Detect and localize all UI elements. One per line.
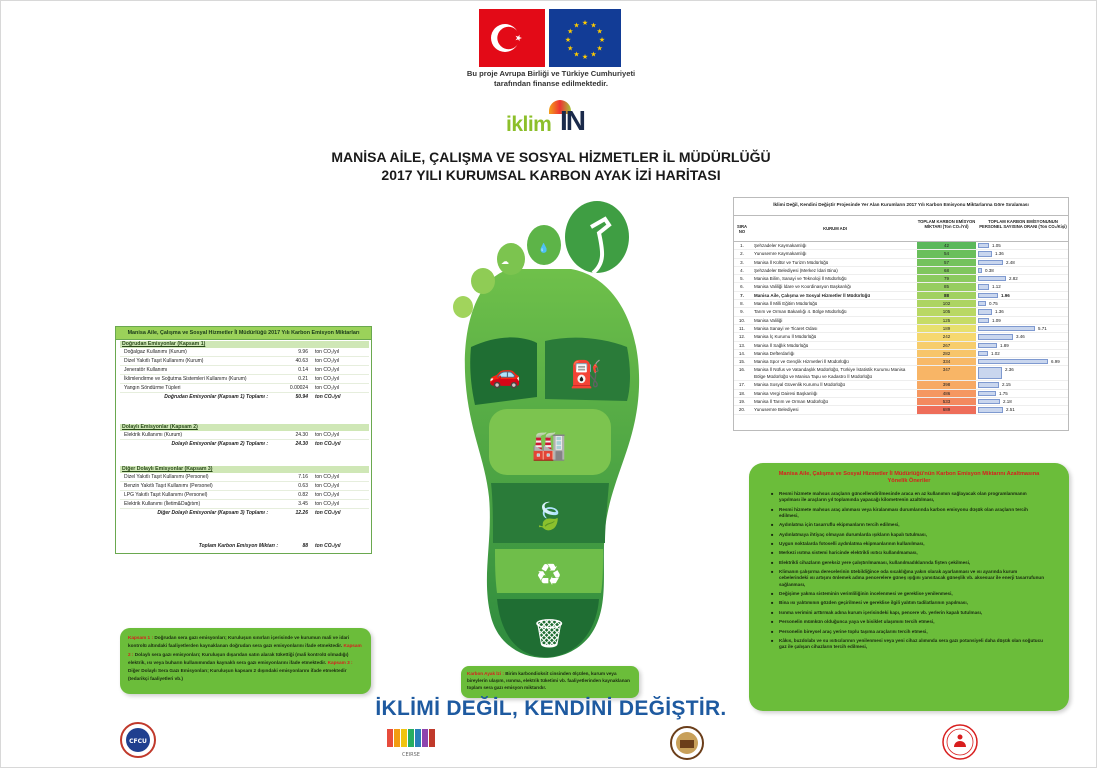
eu-star-icon: ★ (581, 53, 589, 61)
rank-no: 2. (740, 251, 744, 257)
page-title-line-2: 2017 YILI KURUMSAL KARBON AYAK İZİ HARİTASI (381, 167, 721, 183)
scope1-key: Kapsam 1 : (128, 635, 154, 640)
recommendations-box (749, 463, 1069, 711)
eu-star-icon: ★ (573, 50, 580, 59)
ratio-value: 0.75 (989, 301, 998, 307)
ratio-bar (978, 309, 992, 314)
emission-source-label: Yangın Söndürme Tüpleri (124, 385, 181, 391)
ranking-row (734, 317, 1068, 325)
scope-definitions-box (120, 628, 371, 694)
ratio-value: 1.05 (992, 243, 1001, 248)
ratio-bar (978, 276, 1006, 281)
ranking-row (734, 242, 1068, 250)
emission-source-label: Doğalgaz Kullanımı (Kurum) (124, 349, 187, 355)
institution-name: Manisa İl Kültür ve Turizm Müdürlüğü (754, 259, 829, 265)
recommendation-item: ■ Değişime yakma sisteminin verimliliğinin incelenmesi ve gereklise yenilenmesi, (771, 591, 1047, 597)
scope2-title: Dolaylı Emisyonlar (Kapsam 2) (120, 424, 369, 431)
ranking-row (734, 381, 1068, 389)
recommendation-item: ■ Uygun noktalarda fotoselli aydınlatma ekipmanlarının kullanılması, (771, 541, 1047, 547)
institution-name: Tarım ve Orman Bakanlığı 4. Bölge Müdürlüğü (754, 309, 847, 315)
ranking-row (734, 275, 1068, 283)
ceirse-logo (385, 727, 441, 759)
eu-flag-icon (549, 9, 621, 67)
grand-total-label: Toplam Karbon Emisyon Miktarı : (198, 543, 278, 549)
funding-note (461, 69, 641, 89)
scope3-title: Diğer Dolaylı Emisyonlar (Kapsam 3) (120, 466, 369, 473)
ratio-bar (978, 326, 1035, 331)
scope2-total-label: Dolaylı Emisyonlar (Kapsam 2) Toplamı : (171, 441, 268, 447)
co2-amount-cell (917, 267, 976, 274)
institution-name: Manisa Bilim, Sanayi ve Teknoloji İl Müdürlüğü (754, 276, 847, 282)
eu-star-icon: ★ (596, 27, 603, 36)
ratio-value: 2.48 (1006, 259, 1015, 265)
ranking-row (734, 292, 1068, 300)
grand-total-unit: ton CO₂/yıl (315, 543, 341, 549)
emission-unit: ton CO₂/yıl (315, 501, 340, 507)
emission-unit: ton CO₂/yıl (315, 492, 340, 498)
emission-value: 0.14 (298, 367, 308, 373)
co2-amount: 54 (943, 251, 949, 257)
rank-no: 8. (740, 301, 744, 307)
ratio-cell (978, 398, 1068, 405)
co2-amount-cell (917, 275, 976, 282)
co2-amount-cell (917, 390, 976, 397)
co2-amount-cell (917, 350, 976, 357)
scope3-section (120, 466, 369, 518)
co2-amount-cell (917, 259, 976, 266)
ratio-value: 1.02 (991, 350, 1000, 356)
ratio-cell (978, 250, 1068, 257)
scope3-row (120, 473, 369, 482)
emission-value: 9.96 (298, 349, 308, 355)
ratio-bar (978, 251, 992, 256)
emission-value: 3.45 (298, 501, 308, 507)
ratio-value: 2.82 (1009, 276, 1018, 282)
institution-name: Şehzadeler Belediyesi (Merkez İdari Bina) (754, 267, 838, 273)
recommendation-item: ■ Bina ısı yalıtımının gözden geçirilmesi ve gereklise ilgili yalıtım tadilatlarının yapılması, (771, 600, 1047, 606)
ratio-value: 1.75 (999, 390, 1008, 396)
ranking-table (733, 197, 1069, 431)
ranking-row (734, 300, 1068, 308)
ratio-cell (978, 267, 1068, 274)
ranking-row (734, 259, 1068, 267)
co2-amount-cell (917, 250, 976, 257)
recommendation-item: ■ Isınma verimini arttırmak adına kurum içerisindeki kapı, pencere vb. yerlerin kapalı tutulması, (771, 610, 1047, 616)
rank-no: 17. (738, 382, 746, 388)
emission-source-label: Jeneratör Kullanımı (124, 367, 168, 373)
rank-no: 20. (738, 407, 746, 413)
institution-name: Şehzadeler Kaymakamlığı (754, 243, 807, 248)
trash-icon: 🗑 (531, 617, 567, 650)
scope1-total-value: 50.94 (295, 394, 308, 400)
co2-amount-cell (917, 406, 976, 413)
emission-unit: ton CO₂/yıl (315, 474, 340, 480)
co2-amount-cell (917, 283, 976, 290)
emission-value: 7.16 (298, 474, 308, 480)
scope1-section (120, 341, 369, 402)
page-title-line-1: MANİSA AİLE, ÇALIŞMA VE SOSYAL HİZMETLER İL MÜDÜRLÜĞÜ (331, 149, 771, 165)
iklim-logo-text: iklim (506, 113, 552, 136)
rank-no: 10. (738, 317, 746, 323)
scope3-row (120, 491, 369, 500)
ranking-row (734, 283, 1068, 291)
institution-name: Manisa Valiliği (754, 317, 783, 323)
institution-name: Manisa Defterdarlığı (754, 350, 795, 356)
col-name-header: KURUM ADI (823, 226, 847, 231)
scope2-row (120, 431, 369, 440)
emission-value: 0.82 (298, 492, 308, 498)
institution-name: Manisa İl Tarım ve Orman Müdürlüğü (754, 399, 828, 405)
ratio-cell (978, 292, 1068, 299)
eu-star-icon: ★ (567, 27, 574, 36)
col-ratio-header: TOPLAM KARBON EMİSYONUNUN PERSONEL SAYISINA ORANI (Ton CO₂/Kişi) (979, 219, 1067, 229)
ranking-row (734, 358, 1068, 366)
scope2-section (120, 424, 369, 449)
scope2-total-value: 24.30 (295, 441, 308, 447)
factory-icon: 🏭 (531, 429, 567, 462)
ranking-row (734, 406, 1068, 414)
emission-unit: ton CO₂/yıl (315, 349, 340, 355)
emission-value: 40.63 (295, 358, 308, 364)
recommendations-title: Manisa Aile, Çalışma ve Sosyal Hizmetler İl Müdürlüğü'nün Karbon Emisyon Miktarını Azaltmasına Yönelik Öneriler (778, 471, 1040, 484)
emission-unit: ton CO₂/yıl (315, 432, 340, 438)
footprint-illustration (441, 197, 661, 671)
scope1-total-unit: ton CO₂/yıl (315, 394, 341, 400)
carbon-footprint-key: Karbon Ayak İzi : (467, 671, 504, 676)
co2-amount-cell (917, 398, 976, 405)
emission-source-label: Elektrik Kullanımı (Kurum) (124, 432, 183, 438)
slogan: İKLİMİ DEĞİL, KENDİNİ DEĞİŞTİR. (375, 697, 727, 720)
ratio-cell (978, 242, 1068, 249)
ceirse-logo-text: CEIRSE (402, 752, 420, 758)
ratio-bar (978, 407, 1003, 412)
carbon-footprint-definition: Birim karbondioksit cinsinden ölçülen, kurum veya bireylerin ulaşım, ısınma, elektrik tüketimi vb. faaliyetlerinden kaynaklanan toplam sera gazı emisyon miktarıdır. (467, 671, 630, 690)
ratio-value: 1.09 (992, 317, 1001, 323)
leaf-icon: 🍃 (532, 502, 566, 532)
eu-star-icon: ★ (590, 21, 597, 30)
recommendation-item: ■ Kâkıs, buzdolabı ve su ısıtıcılarının yenilenmesi veya yeni cihaz alımında sera gazı potansiyeli daha düşük olan soğutucu gaz ile çalışan cihazların tercih edilmesi, (771, 638, 1047, 650)
recommendation-item: ■ Personelin bireysel araç yerine toplu taşıma araçlarını tercih etmesi, (771, 629, 1047, 635)
manisa-emblem-logo (669, 725, 705, 761)
scope3-total-unit: ton CO₂/yıl (315, 510, 341, 516)
co2-amount-cell (917, 308, 976, 315)
ranking-table-header (734, 216, 1068, 242)
co2-amount-cell (917, 242, 976, 249)
scope2-total-unit: ton CO₂/yıl (315, 441, 341, 447)
rank-no: 19. (738, 399, 746, 405)
institution-name: Manisa Vergi Dairesi Başkanlığı (754, 390, 818, 396)
rank-no: 1. (740, 243, 744, 248)
ranking-row (734, 250, 1068, 258)
scope1-row (120, 384, 369, 393)
ranking-row (734, 390, 1068, 398)
institution-name: Manisa İl Milli Eğitim Müdürlüğü (754, 301, 818, 307)
scope3-row (120, 500, 369, 509)
ratio-cell (978, 283, 1068, 290)
ratio-cell (978, 275, 1068, 282)
recommendation-item: ■ Elektrikli cihazların gereksiz yere çalıştırılmaması, kullanılmadıklarında fişten çekilmesi, (771, 560, 1047, 566)
institution-name: Manisa Aile, Çalışma ve Sosyal Hizmetler İl Müdürlüğü (754, 292, 871, 298)
institution-name: Yunusemre Kaymakamlığı (754, 251, 807, 257)
scope1-row (120, 375, 369, 384)
emission-source-label: Dizel Yakıtlı Taşıt Kullanımı (Personel) (124, 474, 209, 480)
ratio-cell (978, 358, 1068, 365)
scope3-row (120, 482, 369, 491)
emission-table (115, 326, 372, 554)
co2-cloud-icon: ☁ (501, 257, 509, 266)
co2-amount: 85 (943, 284, 949, 290)
rank-no: 16. (738, 367, 746, 373)
recommendation-item: ■ Personelin mümkün olduğunca yaya ve bisiklet ulaşımını tercih etmesi, (771, 619, 1047, 625)
ratio-bar (978, 382, 999, 387)
carbon-footprint-definition-box (461, 666, 639, 698)
ratio-cell (978, 390, 1068, 397)
emission-unit: ton CO₂/yıl (315, 376, 340, 382)
ratio-cell (978, 350, 1068, 357)
institution-name: Manisa Valiliği İdare ve Koordinasyon Başkanlığı (754, 284, 851, 290)
ranking-row (734, 267, 1068, 275)
institution-name: Manisa İl Nüfus ve Vatandaşlık Müdürlüğü, Türkiye İstatistik Kurumu Manisa Bölge Müdürlüğü ve Manisa Tapu ve Kadastro İl Müdürlüğü (754, 367, 906, 379)
recommendation-item: ■ Aydınlatmaya ihtiyaç olmayan durumlarda ışıkların kapalı tutulması, (771, 532, 1047, 538)
recommendation-item: ■ Klimanın çalışırma derecelerinin ütebildiğince oda sıcaklığına yakın olarak ayarlanması ve ısı ayarında kurum cebelerindeki ısı artışını önlemek adına pencerelere güneş ışığını yansıtacak güneşlik vb. aksesuar ile enerji tasarrufunun sağlanması, (771, 569, 1047, 588)
funding-line-2: tarafından finanse edilmektedir. (494, 79, 608, 88)
rank-no: 6. (740, 284, 744, 290)
scope2-key: Kapsam 2 : (128, 643, 362, 657)
grand-total-row (120, 542, 369, 551)
scope1-row (120, 366, 369, 375)
ratio-value: 2.18 (1003, 399, 1012, 405)
emission-value: 0.21 (298, 376, 308, 382)
eu-star-icon: ★ (564, 36, 572, 44)
institution-name: Manisa Sosyal Güvenlik Kurumu İl Müdürlüğü (754, 382, 846, 388)
co2-amount-cell (917, 342, 976, 349)
rank-no: 5. (740, 276, 744, 282)
scope2-total-row (120, 440, 369, 449)
ratio-bar (978, 260, 1003, 265)
ratio-value: 5.71 (1038, 325, 1047, 331)
ranking-row (734, 342, 1068, 350)
scope3-key: Kapsam 3 : (327, 659, 353, 665)
co2-amount: 533 (942, 399, 951, 405)
ranking-table-title: İklimi Değil, Kendini Değiştir Projesinde Yer Alan Kurumların 2017 Yılı Karbon Emisyonu Miktarlarına Göre Sıralaması (734, 198, 1068, 216)
emission-source-label: LPG Yakıtlı Taşıt Kullanımı (Personel) (124, 492, 208, 498)
ratio-bar (978, 351, 988, 356)
scope3-total-value: 12.26 (295, 510, 308, 516)
co2-amount: 42 (943, 243, 949, 248)
rank-no: 18. (738, 390, 746, 396)
ratio-cell (978, 317, 1068, 324)
co2-amount-cell (917, 333, 976, 340)
rank-no: 14. (738, 350, 746, 356)
recommendations-list (771, 491, 1047, 650)
co2-amount: 398 (942, 382, 951, 388)
big-toe-shape (565, 201, 629, 273)
ratio-bar (978, 367, 1002, 379)
funding-line-1: Bu proje Avrupa Birliği ve Türkiye Cumhuriyeti (466, 69, 636, 78)
ministry-emblem-logo (941, 723, 979, 761)
co2-amount: 79 (943, 276, 949, 282)
co2-amount-cell (917, 358, 976, 365)
co2-amount: 57 (943, 259, 949, 265)
col-no-header: SIRA NO (736, 224, 747, 234)
rank-no: 4. (740, 267, 744, 273)
co2-amount-cell (917, 381, 976, 388)
ratio-bar (978, 243, 989, 248)
scope1-total-label: Doğrudan Emisyonlar (Kapsam 1) Toplamı : (164, 394, 268, 400)
turkey-flag-icon (479, 9, 545, 67)
rank-no: 9. (740, 309, 744, 315)
ratio-cell (978, 366, 1068, 380)
ranking-row (734, 350, 1068, 358)
ratio-value: 0.38 (985, 267, 994, 273)
scope3-total-label: Diğer Dolaylı Emisyonlar (Kapsam 3) Toplamı : (157, 510, 268, 516)
co2-amount: 88 (943, 292, 949, 298)
emission-source-label: Benzin Yakıtlı Taşıt Kullanımı (Personel) (124, 483, 213, 489)
co2-amount-cell (917, 366, 976, 380)
rank-no: 13. (738, 342, 746, 348)
ratio-bar (978, 334, 1013, 339)
eu-star-icon: ★ (598, 36, 606, 44)
emission-table-title: Manisa Aile, Çalışma ve Sosyal Hizmetler İl Müdürlüğü 2017 Yılı Karbon Emisyon Miktarları (116, 327, 371, 340)
ratio-bar (978, 268, 982, 273)
recycle-icon: ♻ (535, 558, 563, 593)
ratio-value: 1.36 (995, 309, 1004, 315)
col-co2-header: TOPLAM KARBON EMİSYON MİKTARI (Ton CO₂/Yıl) (917, 219, 976, 229)
institution-name: Manisa Spor ve Gençlik Hizmetleri İl Müdürlüğü (754, 359, 849, 365)
fuel-pump-icon: ⛽ (569, 360, 603, 390)
ranking-row (734, 325, 1068, 333)
scope1-definition: Doğrudan sera gazı emisyonları; Kuruluşun sınırları içerisinde ve kurumun mali ve idari kontrolü altındaki faaliyetlerden kaynaklanan doğrudan sera gazı emisyonlarını ifade etmektedir. (128, 635, 350, 649)
co2-amount: 102 (942, 301, 951, 307)
co2-amount: 267 (942, 342, 951, 348)
ratio-bar (978, 284, 989, 289)
ratio-cell (978, 308, 1068, 315)
co2-amount: 189 (942, 325, 951, 331)
institution-name: Manisa İç Kurumu İl Müdürlüğü (754, 334, 817, 340)
recommendation-item: ■ Resmi hizmete mahsus araç alınması veya kiralanması durumlarında karbon emisyonu düşük olan araçların tercih edilmesi, (771, 507, 1047, 519)
ratio-bar (978, 318, 989, 323)
rank-no: 15. (738, 359, 746, 365)
scope1-row (120, 357, 369, 366)
ratio-value: 1.36 (995, 251, 1004, 257)
ranking-row (734, 308, 1068, 316)
emission-value: 0.63 (298, 483, 308, 489)
ranking-row (734, 333, 1068, 341)
co2-amount-cell (917, 317, 976, 324)
ratio-value: 1.96 (1001, 292, 1010, 298)
ratio-cell (978, 381, 1068, 388)
ratio-bar (978, 293, 998, 298)
institution-name: Manisa İl Sağlık Müdürlüğü (754, 342, 809, 348)
emission-unit: ton CO₂/yıl (315, 358, 340, 364)
co2-amount: 347 (942, 367, 951, 373)
co2-amount-cell (917, 300, 976, 307)
ratio-cell (978, 342, 1068, 349)
cfcu-logo-text: CFCU (129, 738, 147, 745)
ratio-cell (978, 259, 1068, 266)
scope1-title: Doğrudan Emisyonlar (Kapsam 1) (120, 341, 369, 348)
toe-4-shape (471, 268, 495, 294)
scope1-row (120, 348, 369, 357)
ratio-bar (978, 359, 1048, 364)
rank-no: 11. (739, 325, 745, 331)
scope1-total-row (120, 393, 369, 402)
ratio-bar (978, 399, 1000, 404)
co2-amount: 486 (942, 390, 951, 396)
co2-amount: 334 (942, 359, 951, 365)
co2-amount-cell (917, 325, 976, 332)
co2-amount: 689 (942, 407, 951, 413)
ratio-bar (978, 391, 996, 396)
car-icon: 🚗 (488, 360, 522, 390)
toe-5-shape (453, 296, 473, 318)
scope3-total-row (120, 509, 369, 518)
co2-amount: 68 (943, 267, 949, 273)
h2o-drop-icon: 💧 (538, 244, 550, 254)
emission-value: 24.30 (295, 432, 308, 438)
co2-amount-cell (917, 292, 976, 299)
rank-no: 12. (738, 334, 746, 340)
ranking-row (734, 398, 1068, 406)
ratio-value: 3.46 (1016, 334, 1025, 340)
co2-amount: 125 (942, 317, 951, 323)
ratio-cell (978, 333, 1068, 340)
co2-amount: 242 (942, 334, 951, 340)
emission-source-label: İklimlendirme ve Soğutma Sistemleri Kullanımı (Kurum) (124, 376, 247, 382)
eu-star-icon: ★ (573, 21, 580, 30)
ratio-cell (978, 406, 1068, 413)
ratio-bar (978, 301, 986, 306)
emission-source-label: Elektrik Kullanımı (İletim&Dağıtım) (124, 501, 201, 507)
ratio-value: 2.51 (1006, 407, 1015, 413)
institution-name: Yunusemre Belediyesi (754, 407, 799, 413)
eu-star-icon: ★ (596, 44, 603, 53)
cfcu-logo (119, 721, 157, 759)
ratio-value: 2.36 (1005, 367, 1014, 373)
ratio-value: 6.99 (1051, 359, 1060, 365)
eu-star-icon: ★ (590, 50, 597, 59)
scope2-definition: Dolaylı sera gazı emisyonları; Kuruluşun dışarıdan satın alarak tükettiği (mali kontrolü olmadığı) elektrik, ısı veya buharın kullanımından kaynaklı sera gazı emisyonlarını ifade etmektedir. (128, 651, 349, 665)
grand-total-value: 88 (302, 543, 308, 549)
ratio-value: 1.89 (1000, 342, 1009, 348)
emission-unit: ton CO₂/yıl (315, 385, 340, 391)
eu-star-icon: ★ (581, 19, 589, 27)
scope3-definition: Diğer Dolaylı Sera Gazı Emisyonları; Kuruluşun kapsam 2 dışındaki emisyonlarını ifade etmektedir (tedarikçi faaliyetleri vb.) (128, 668, 347, 682)
iklim-logo-in: IN (560, 105, 584, 136)
recommendation-item: ■ Aydınlatma için tasarruflu ekipmanların tercih edilmesi, (771, 522, 1047, 528)
co2-amount: 282 (942, 350, 951, 356)
ratio-bar (978, 343, 997, 348)
rank-no: 7. (740, 292, 744, 298)
rank-no: 3. (740, 259, 744, 265)
ratio-value: 1.12 (992, 284, 1001, 290)
ratio-cell (978, 300, 1068, 307)
ratio-value: 2.15 (1002, 382, 1011, 388)
emission-unit: ton CO₂/yıl (315, 483, 340, 489)
co2-amount: 105 (942, 309, 951, 315)
ranking-row (734, 366, 1068, 381)
emission-source-label: Dizel Yakıtlı Taşıt Kullanımı (Kurum) (124, 358, 204, 364)
recommendation-item: ■ Merkezi ısıtma sistemi haricinde elektrikli ısıtıcı kullanılmaması, (771, 550, 1047, 556)
emission-value: 0.00024 (289, 385, 308, 391)
institution-name: Manisa Sanayi ve Ticaret Odası (754, 325, 818, 331)
emission-unit: ton CO₂/yıl (315, 367, 340, 373)
eu-star-icon: ★ (567, 44, 574, 53)
recommendation-item: ■ Resmi hizmete mahsus araçların güncellendirilmesinde araca en az kullanımın sağlayacak olan programlanmanın yapılması ile araçların yıl toplamında yapacağı kilometrenin azaltılması, (771, 491, 1047, 503)
ratio-cell (978, 325, 1068, 332)
